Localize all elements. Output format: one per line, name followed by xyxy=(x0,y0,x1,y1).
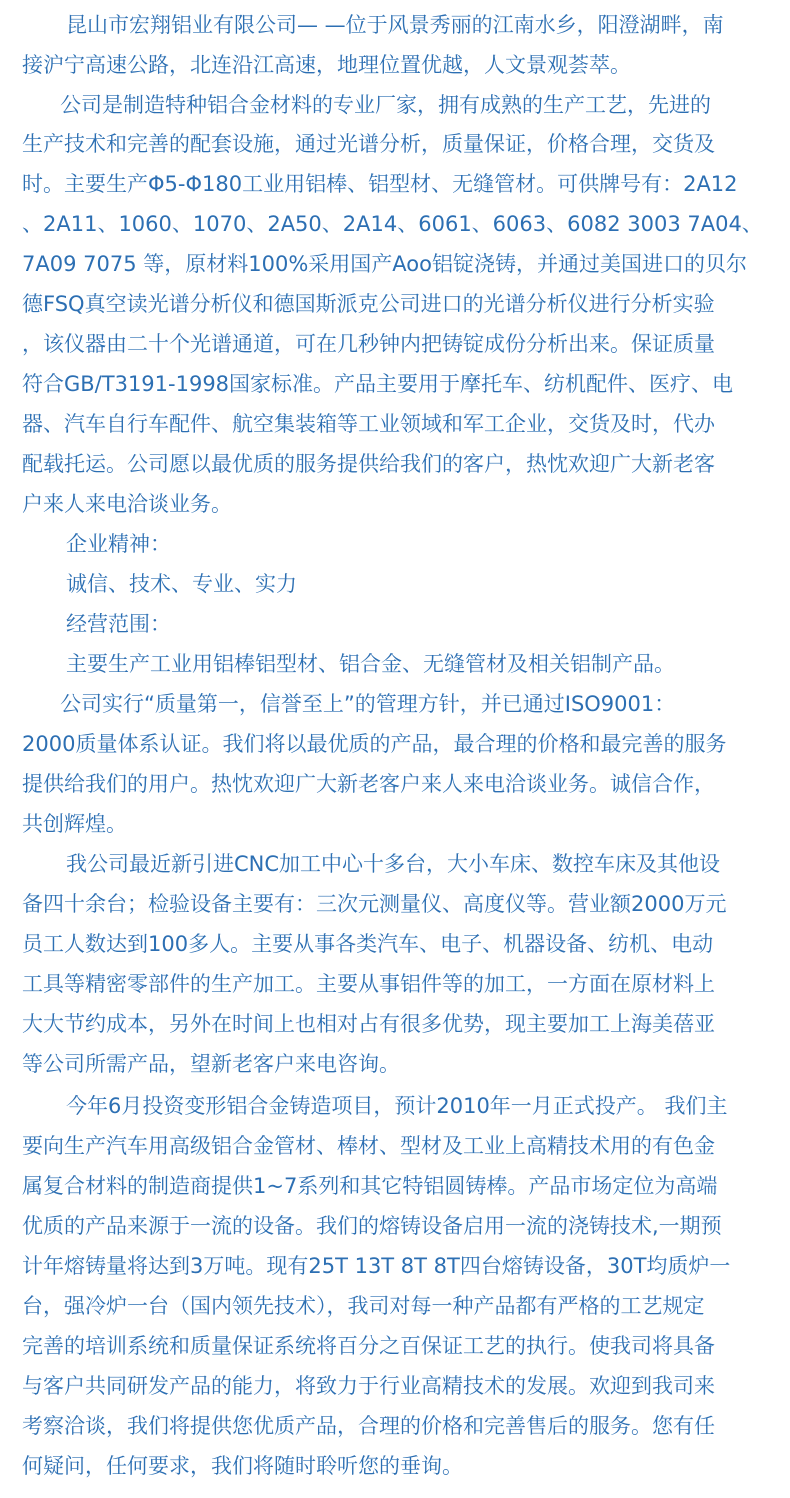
text-line: 2000质量体系认证。我们将以最优质的产品，最合理的价格和最完善的服务 xyxy=(22,732,727,756)
text-line: 优质的产品来源于一流的设备。我们的熔铸设备启用一流的浇铸技术,一期预 xyxy=(22,1214,722,1238)
text-line: ，该仪器由二十个光谱通道，可在几秒钟内把铸锭成份分析出来。保证质量 xyxy=(22,332,715,356)
text-line: 要向生产汽车用高级铝合金管材、棒材、型材及工业上高精技术用的有色金 xyxy=(22,1134,715,1158)
text-line: 员工人数达到100多人。主要从事各类汽车、电子、机器设备、纺机、电动 xyxy=(22,932,714,956)
text-line: 今年6月投资变形铝合金铸造项目，预计2010年一月正式投产。 我们主 xyxy=(66,1094,728,1118)
text-line: 完善的培训系统和质量保证系统将百分之百保证工艺的执行。使我司将具备 xyxy=(22,1334,715,1358)
section-heading-enterprise-spirit: 企业精神： xyxy=(66,532,171,556)
text-line: 接沪宁高速公路，北连沿江高速，地理位置优越，人文景观荟萃。 xyxy=(22,53,631,77)
text-line: 主要生产工业用铝棒铝型材、铝合金、无缝管材及相关铝制产品。 xyxy=(66,652,675,676)
text-line: 等公司所需产品，望新老客户来电咨询。 xyxy=(22,1052,400,1076)
text-line: 提供给我们的用户。热忱欢迎广大新老客户来人来电洽谈业务。诚信合作， xyxy=(22,772,715,796)
text-line: 、2A11、1060、1070、2A50、2A14、6061、6063、6082 3003 7A04、 xyxy=(22,212,763,236)
text-line: 器、汽车自行车配件、航空集装箱等工业领域和军工企业，交货及时，代办 xyxy=(22,412,715,436)
text-line: 计年熔铸量将达到3万吨。现有25T 13T 8T 8T四台熔铸设备，30T均质炉一 xyxy=(22,1254,731,1278)
text-line: 昆山市宏翔铝业有限公司— —位于风景秀丽的江南水乡，阳澄湖畔，南 xyxy=(66,13,724,37)
text-line: 生产技术和完善的配套设施，通过光谱分析，质量保证，价格合理，交货及 xyxy=(22,132,715,156)
text-line: 公司实行“质量第一，信誉至上”的管理方针，并已通过ISO9001： xyxy=(60,692,676,716)
text-line: 德FSQ真空读光谱分析仪和德国斯派克公司进口的光谱分析仪进行分析实验 xyxy=(22,292,715,316)
text-line: 诚信、技术、专业、实力 xyxy=(66,572,297,596)
text-line: 备四十余台；检验设备主要有：三次元测量仪、高度仪等。营业额2000万元 xyxy=(22,892,727,916)
text-line: 考察洽谈，我们将提供您优质产品，合理的价格和完善售后的服务。您有任 xyxy=(22,1414,715,1438)
text-line: 共创辉煌。 xyxy=(22,812,127,836)
text-line: 公司是制造特种铝合金材料的专业厂家，拥有成熟的生产工艺，先进的 xyxy=(60,93,711,117)
text-line: 7A09 7075 等，原材料100%采用国产Aoo铝锭浇铸，并通过美国进口的贝尔 xyxy=(22,252,747,276)
text-line: 工具等精密零部件的生产加工。主要从事铝件等的加工，一方面在原材料上 xyxy=(22,972,715,996)
text-line: 属复合材料的制造商提供1~7系列和其它特铝圆铸棒。产品市场定位为高端 xyxy=(22,1174,718,1198)
text-line: 何疑问，任何要求，我们将随时聆听您的垂询。 xyxy=(22,1454,463,1478)
text-line: 我公司最近新引进CNC加工中心十多台，大小车床、数控车床及其他设 xyxy=(66,852,721,876)
text-line: 与客户共同研发产品的能力，将致力于行业高精技术的发展。欢迎到我司来 xyxy=(22,1374,715,1398)
text-line: 时。主要生产Φ5-Φ180工业用铝棒、铝型材、无缝管材。可供牌号有：2A12 xyxy=(22,172,738,196)
text-line: 台，强冷炉一台（国内领先技术），我司对每一种产品都有严格的工艺规定 xyxy=(22,1294,705,1318)
text-line: 配载托运。公司愿以最优质的服务提供给我们的客户，热忱欢迎广大新老客 xyxy=(22,452,715,476)
text-line: 大大节约成本，另外在时间上也相对占有很多优势，现主要加工上海美蓓亚 xyxy=(22,1012,715,1036)
text-line: 符合GB/T3191-1998国家标准。产品主要用于摩托车、纺机配件、医疗、电 xyxy=(22,372,734,396)
text-line: 户来人来电洽谈业务。 xyxy=(22,492,232,516)
section-heading-business-scope: 经营范围： xyxy=(66,612,171,636)
